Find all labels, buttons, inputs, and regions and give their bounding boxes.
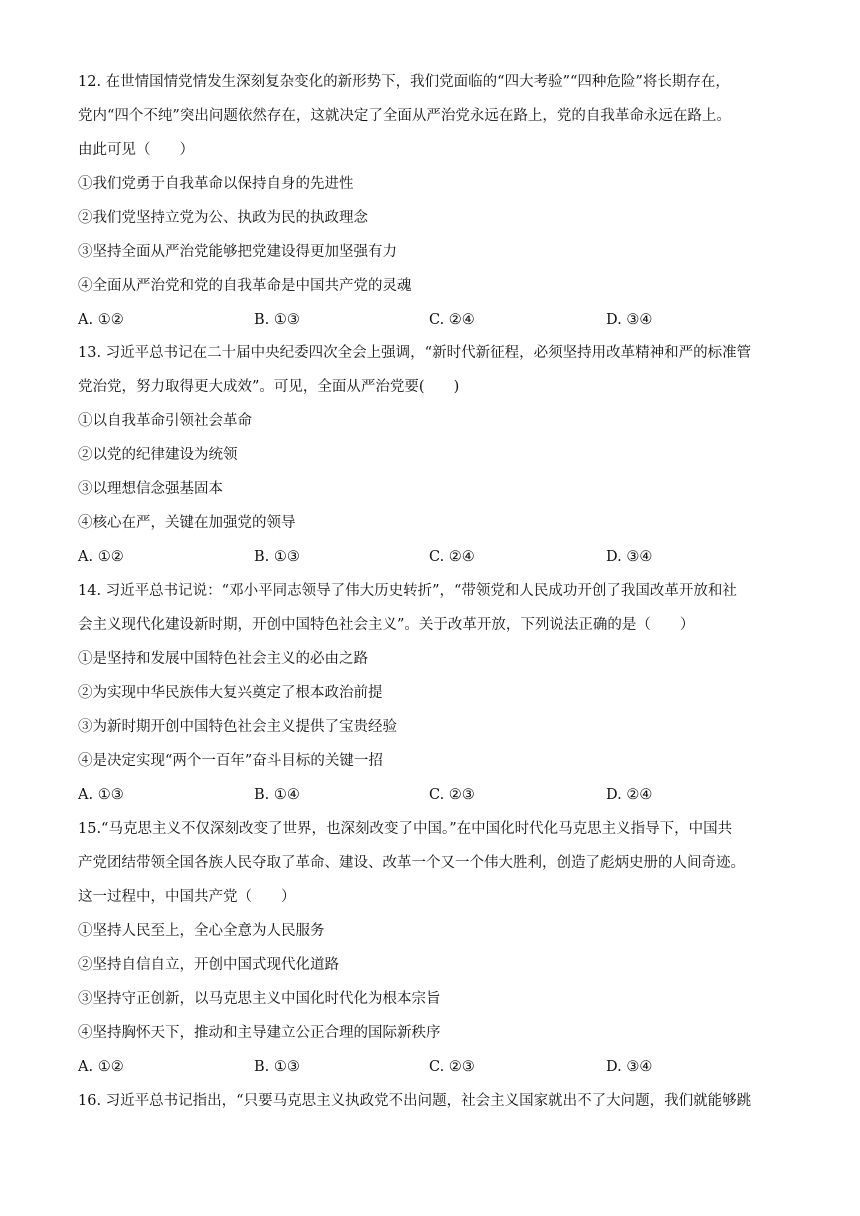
question-12-stem-line-2: 党内“四个不纯”突出问题依然存在，这就决定了全面从严治党永远在路上，党的自我革命永远在路上。 bbox=[78, 108, 731, 124]
option-c: C. ②③ bbox=[429, 787, 475, 803]
question-15-stem-line-1: 15.“马克思主义不仅深刻改变了世界，也深刻改变了中国。”在中国化时代化马克思主义指导下，中国共 bbox=[78, 821, 733, 837]
question-13-options bbox=[78, 547, 798, 567]
question-13-item-4: ④核心在严，关键在加强党的领导 bbox=[78, 515, 296, 531]
question-14-item-1: ①是坚持和发展中国特色社会主义的必由之路 bbox=[78, 651, 368, 667]
option-a: A. ①③ bbox=[78, 787, 124, 803]
option-d: D. ③④ bbox=[606, 1059, 653, 1075]
question-12-item-1: ①我们党勇于自我革命以保持自身的先进性 bbox=[78, 176, 354, 192]
option-b: B. ①③ bbox=[254, 312, 300, 328]
option-a: A. ①② bbox=[78, 549, 124, 565]
question-12-item-3: ③坚持全面从严治党能够把党建设得更加坚强有力 bbox=[78, 244, 397, 260]
question-12-item-2: ②我们党坚持立党为公、执政为民的执政理念 bbox=[78, 210, 368, 226]
question-14-stem-line-2: 会主义现代化建设新时期，开创中国特色社会主义”。关于改革开放，下列说法正确的是（ ） bbox=[78, 617, 695, 633]
question-15-item-3: ③坚持守正创新，以马克思主义中国化时代化为根本宗旨 bbox=[78, 991, 441, 1007]
question-14-item-3: ③为新时期开创中国特色社会主义提供了宝贵经验 bbox=[78, 719, 397, 735]
question-12-stem-line-3: 由此可见（ ） bbox=[78, 142, 194, 158]
question-15-item-2: ②坚持自信自立，开创中国式现代化道路 bbox=[78, 957, 339, 973]
question-15-item-4: ④坚持胸怀天下，推动和主导建立公正合理的国际新秩序 bbox=[78, 1025, 441, 1041]
question-13-stem-line-1: 13. 习近平总书记在二十届中央纪委四次全会上强调，“新时代新征程，必须坚持用改革精神和严的标准管 bbox=[78, 345, 752, 361]
question-14-options bbox=[78, 785, 798, 805]
option-c: C. ②③ bbox=[429, 1059, 475, 1075]
option-d: D. ③④ bbox=[606, 312, 653, 328]
question-13-item-1: ①以自我革命引领社会革命 bbox=[78, 413, 252, 429]
option-d: D. ③④ bbox=[606, 549, 653, 565]
option-a: A. ①② bbox=[78, 1059, 124, 1075]
question-15-stem-line-3: 这一过程中，中国共产党（ ） bbox=[78, 889, 296, 905]
question-14-stem-line-1: 14. 习近平总书记说：“邓小平同志领导了伟大历史转折”，“带领党和人民成功开创了我国改革开放和社 bbox=[78, 583, 737, 599]
question-12-stem-line-1: 12. 在世情国情党情发生深刻复杂变化的新形势下，我们党面临的“四大考验”“四种危险”将长期存在， bbox=[78, 74, 730, 90]
question-12-options bbox=[78, 310, 798, 330]
option-c: C. ②④ bbox=[429, 312, 475, 328]
question-15-stem-line-2: 产党团结带领全国各族人民夺取了革命、建设、改革一个又一个伟大胜利，创造了彪炳史册的人间奇迹。 bbox=[78, 855, 745, 871]
option-a: A. ①② bbox=[78, 312, 124, 328]
question-14-item-2: ②为实现中华民族伟大复兴奠定了根本政治前提 bbox=[78, 685, 383, 701]
option-b: B. ①③ bbox=[254, 1059, 300, 1075]
option-c: C. ②④ bbox=[429, 549, 475, 565]
question-13-item-3: ③以理想信念强基固本 bbox=[78, 481, 223, 497]
question-13-stem-line-2: 党治党，努力取得更大成效”。可见，全面从严治党要( ) bbox=[78, 379, 460, 395]
option-b: B. ①④ bbox=[254, 787, 300, 803]
question-13-item-2: ②以党的纪律建设为统领 bbox=[78, 447, 238, 463]
question-14-item-4: ④是决定实现“两个一百年”奋斗目标的关键一招 bbox=[78, 753, 383, 769]
option-b: B. ①③ bbox=[254, 549, 300, 565]
question-16-stem-line-1: 16. 习近平总书记指出，“只要马克思主义执政党不出问题，社会主义国家就出不了大问题，我们就能够跳 bbox=[78, 1093, 752, 1109]
option-d: D. ②④ bbox=[606, 787, 653, 803]
question-12-item-4: ④全面从严治党和党的自我革命是中国共产党的灵魂 bbox=[78, 278, 412, 294]
question-15-options bbox=[78, 1057, 798, 1077]
question-15-item-1: ①坚持人民至上，全心全意为人民服务 bbox=[78, 923, 325, 939]
